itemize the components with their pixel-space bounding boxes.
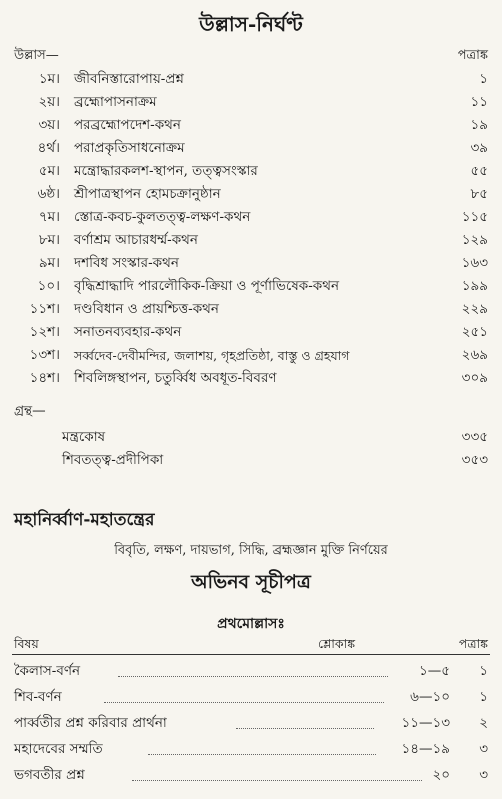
toc-row <box>0 68 502 91</box>
toc-row <box>0 137 502 160</box>
toc-row <box>0 206 502 229</box>
chapter-number: ৬ষ্ঠ। <box>37 186 60 202</box>
index-title: অভিনব সূচীপত্র <box>191 571 311 593</box>
column-header-page: পত্রাঙ্ক <box>457 48 488 63</box>
chapter-number: ৪র্থ। <box>37 140 60 156</box>
chapter-title: ব্রহ্মোপাসনাক্রম <box>74 94 157 110</box>
page-number: ১ <box>479 71 488 87</box>
table-row <box>0 711 502 735</box>
chapter-title: বর্ণাশ্রম আচারধর্ম্ম-কথন <box>74 232 198 248</box>
page-number: ৩৯ <box>470 140 488 156</box>
subject-cell: শিব-বর্ণন <box>14 689 62 705</box>
chapter-number: ২য়। <box>38 94 60 110</box>
page-number: ১২৯ <box>461 232 488 248</box>
granth-label: গ্রন্থ— <box>14 403 46 419</box>
chapter-title: দশবিধ সংস্কার-কথন <box>74 255 179 271</box>
toc-row <box>0 298 502 321</box>
chapter-number: ৭ম। <box>38 209 60 225</box>
page-cell: ৩ <box>479 741 488 757</box>
chapter-title: পরাপ্রকৃতিসাধনোক্রম <box>74 140 185 156</box>
chapter-title: জীবনিস্তারোপায়-প্রশ্ন <box>74 71 184 87</box>
granth-title: মন্ত্রকোষ <box>62 429 106 445</box>
shloka-cell: ৬—১০ <box>410 689 450 705</box>
page-cell: ১ <box>479 689 488 705</box>
header-divider <box>12 654 490 655</box>
chapter-title: বৃদ্ধিশ্রাদ্ধাদি পারলৌকিক-ক্রিয়া ও পূর্ণাভিষেক-কথন <box>74 278 340 294</box>
page-number: ২৬৯ <box>461 347 488 363</box>
table-row <box>0 763 502 787</box>
chapter-title: সর্ব্বদেব-দেবীমন্দির, জলাশয়, গৃহপ্রতিষ্ঠা, বাস্তু ও গ্রহযাগ <box>74 348 350 363</box>
page-column-header: পত্রাঙ্ক <box>458 636 488 651</box>
page-number: ৫৫ <box>470 163 488 179</box>
page-cell: ২ <box>479 715 488 731</box>
table-row <box>0 737 502 761</box>
chapter-number: ৯ম। <box>38 255 60 271</box>
shloka-cell: ১৪—১৯ <box>401 741 450 757</box>
column-header-chapter: উল্লাস— <box>14 48 59 63</box>
chapter-title: পরব্রহ্মোপদেশ-কথন <box>74 117 181 133</box>
page-number: ২৫১ <box>461 324 488 340</box>
table-row <box>0 685 502 709</box>
subject-cell: কৈলাস-বর্ণন <box>14 663 81 679</box>
chapter-number: ১১শ। <box>29 301 60 317</box>
toc-row <box>0 114 502 137</box>
leader-dots <box>132 779 422 781</box>
page-number: ১৬৩ <box>461 255 488 271</box>
subject-cell: ভগবতীর প্রশ্ন <box>14 767 85 783</box>
subject-column-header: বিষয় <box>14 636 39 651</box>
table-row <box>0 659 502 683</box>
section-subheading: বিবৃতি, লক্ষণ, দায়ভাগ, সিদ্ধি, ব্রহ্মজ্ঞান মুক্তি নির্ণয়ের <box>114 543 388 558</box>
toc-row <box>0 252 502 275</box>
page-cell: ১ <box>479 663 488 679</box>
toc-row <box>0 160 502 183</box>
granth-row <box>0 426 502 448</box>
toc-row <box>0 275 502 298</box>
page-number: ১১৫ <box>461 209 488 225</box>
toc-row <box>0 229 502 252</box>
leader-dots <box>236 727 374 729</box>
chapter-title: মন্ত্রোদ্ধারকলশ-স্থাপন, তত্ত্বসংস্কার <box>74 163 258 179</box>
leader-dots <box>118 675 388 677</box>
chapter-number: ৮ম। <box>38 232 60 248</box>
chapter-number: ১৩শ। <box>29 347 60 363</box>
page-number: ৩০৯ <box>461 370 488 386</box>
page-number: ১৯৯ <box>461 278 488 294</box>
page-title: উল্লাস-নির্ঘণ্ট <box>199 12 303 36</box>
chapter-title: শিবলিঙ্গস্থাপন, চতুর্ব্বিধ অবধূত-বিবরণ <box>74 370 277 386</box>
subject-cell: পার্ব্বতীর প্রশ্ন করিবার প্রার্থনা <box>14 715 167 731</box>
section-heading: মহানির্ব্বাণ-মহাতন্ত্রের <box>14 510 155 530</box>
chapter-title: প্রথমোল্লাসঃ <box>217 616 285 632</box>
page-number: ৮৫ <box>470 186 488 202</box>
shloka-cell: ১—৫ <box>418 663 450 679</box>
granth-row <box>0 449 502 471</box>
page-number: ১৯ <box>470 117 488 133</box>
shloka-column-header: শ্লোকাঙ্ক <box>318 636 356 651</box>
granth-title: শিবতত্ত্ব-প্রদীপিকা <box>62 452 164 468</box>
chapter-number: ১ম। <box>38 71 60 87</box>
chapter-title: দণ্ডবিধান ও প্রায়শ্চিত্ত-কথন <box>74 301 219 317</box>
page-number: ৩৫৩ <box>461 452 488 468</box>
table-header <box>0 636 502 656</box>
page-cell: ৩ <box>479 767 488 783</box>
page-number: ১১ <box>470 94 488 110</box>
page-number: ৩৩৫ <box>461 429 488 445</box>
chapter-number: ১২শ। <box>29 324 60 340</box>
chapter-title: স্তোত্র-কবচ-কুলতত্ত্ব-লক্ষণ-কথন <box>74 209 251 225</box>
toc-row <box>0 344 502 367</box>
toc-row <box>0 367 502 390</box>
page-number: ২২৯ <box>461 301 488 317</box>
shloka-cell: ১১—১৩ <box>401 715 450 731</box>
chapter-number: ৫ম। <box>38 163 60 179</box>
chapter-title: শ্রীপাত্রস্থাপন হোমচক্রানুষ্ঠান <box>74 186 221 202</box>
shloka-cell: ২০ <box>432 767 450 783</box>
subject-cell: মহাদেবের সম্মতি <box>14 741 103 757</box>
toc-row <box>0 183 502 206</box>
chapter-title: সনাতনব্যবহার-কথন <box>74 324 182 340</box>
leader-dots <box>104 701 384 703</box>
chapter-number: ১৪শ। <box>29 370 60 386</box>
chapter-number: ১০। <box>37 278 60 294</box>
toc-row <box>0 91 502 114</box>
leader-dots <box>148 753 376 755</box>
chapter-number: ৩য়। <box>38 117 60 133</box>
toc-row <box>0 321 502 344</box>
